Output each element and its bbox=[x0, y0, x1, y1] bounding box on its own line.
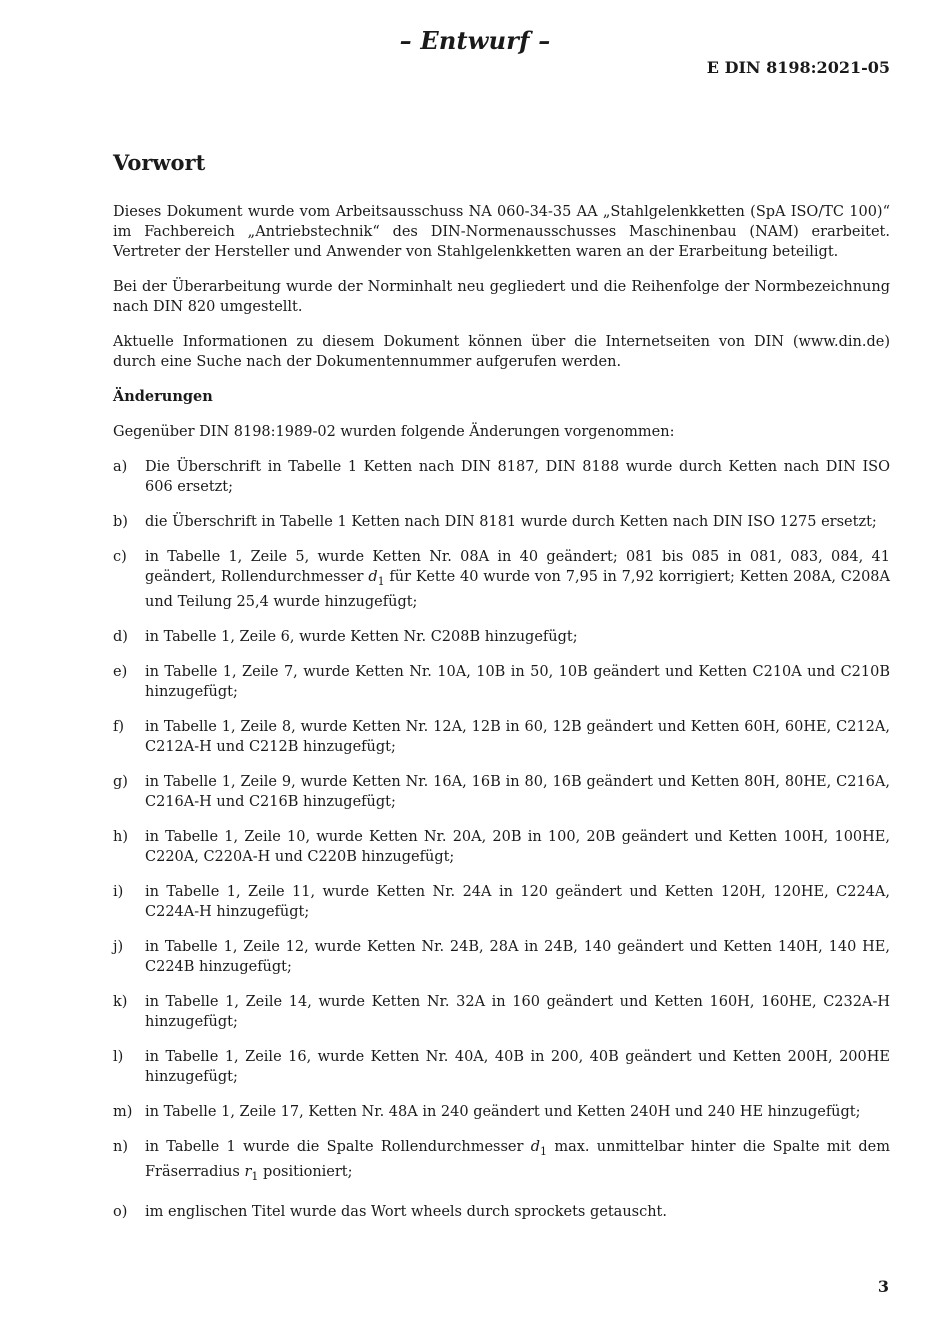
item-label: m) bbox=[113, 1103, 133, 1120]
item-label: f) bbox=[113, 718, 125, 735]
item-text-middle: max. unmittelbar hinter die Spalte mit dem Fräserradius bbox=[145, 1138, 890, 1180]
change-item bbox=[113, 992, 890, 1032]
section-title: Vorwort bbox=[113, 150, 206, 175]
change-item bbox=[113, 1137, 890, 1187]
item-text: in Tabelle 1, Zeile 11, wurde Ketten Nr. 24A in 120 geändert und Ketten 120H, 120HE, C224A, C224A-H hinzugefügt; bbox=[145, 883, 890, 920]
item-label: d) bbox=[113, 628, 128, 645]
math-symbol-d1: $d_1$ bbox=[530, 1138, 548, 1158]
item-text: in Tabelle 1, Zeile 12, wurde Ketten Nr. 24B, 28A in 24B, 140 geändert und Ketten 140H, 140 HE, C224B hinzugefügt; bbox=[145, 938, 890, 975]
item-text-before: in Tabelle 1 wurde die Spalte Rollendurchmesser bbox=[145, 1138, 531, 1155]
change-item bbox=[113, 512, 890, 532]
item-text: die Überschrift in Tabelle 1 Ketten nach DIN 8181 wurde durch Ketten nach DIN ISO 1275 ersetzt; bbox=[145, 514, 877, 530]
item-label: l) bbox=[113, 1048, 124, 1065]
item-label: k) bbox=[113, 993, 128, 1010]
paragraph: Bei der Überarbeitung wurde der Norminhalt neu gegliedert und die Reihenfolge der Normbezeichnung nach DIN 820 umgestellt. bbox=[113, 279, 890, 315]
item-label: j) bbox=[113, 938, 124, 955]
item-text: in Tabelle 1, Zeile 6, wurde Ketten Nr. C208B hinzugefügt; bbox=[145, 628, 578, 645]
item-label: a) bbox=[113, 459, 128, 475]
change-item bbox=[113, 457, 890, 497]
foreword-section bbox=[113, 150, 890, 1237]
changes-heading: Änderungen bbox=[113, 388, 213, 405]
item-text: in Tabelle 1, Zeile 16, wurde Ketten Nr. 40A, 40B in 200, 40B geändert und Ketten 200H, 200HE hinzugefügt; bbox=[145, 1048, 890, 1085]
item-text: in Tabelle 1, Zeile 10, wurde Ketten Nr. 20A, 20B in 100, 20B geändert und Ketten 100H, 100HE, C220A, C220A-H und C220B hinzugefügt; bbox=[145, 828, 890, 865]
item-label: g) bbox=[113, 773, 128, 790]
item-label: o) bbox=[113, 1203, 128, 1220]
item-text: im englischen Titel wurde das Wort wheels durch sprockets getauscht. bbox=[145, 1203, 667, 1220]
change-item bbox=[113, 937, 890, 977]
paragraph: Dieses Dokument wurde vom Arbeitsausschuss NA 060-34-35 AA „Stahlgelenkketten (SpA ISO/TC 100)“ im Fachbereich „Antriebstechnik“ des DIN-Normenausschusses Maschinenbau (NAM) erarbeitet. Vertreter der Hersteller und Anwender von Stahlgelenkketten waren an der Erarbeitung beteiligt. bbox=[113, 204, 890, 260]
item-text-after: positioniert; bbox=[258, 1163, 353, 1180]
item-text: Die Überschrift in Tabelle 1 Ketten nach DIN 8187, DIN 8188 wurde durch Ketten nach DIN ISO 606 ersetzt; bbox=[145, 459, 890, 495]
item-label: b) bbox=[113, 514, 128, 530]
math-symbol-d1: $d_1$ bbox=[368, 569, 385, 588]
item-label: c) bbox=[113, 549, 127, 565]
change-item bbox=[113, 827, 890, 867]
page-number: 3 bbox=[877, 1277, 889, 1296]
item-text-after: für Kette 40 wurde von 7,95 in 7,92 korrigiert; Ketten 208A, C208A und Teilung 25,4 wurde hinzugefügt; bbox=[145, 569, 890, 610]
item-text: in Tabelle 1, Zeile 8, wurde Ketten Nr. 12A, 12B in 60, 12B geändert und Ketten 60H, 60HE, C212A, C212A-H und C212B hinzugefügt; bbox=[145, 718, 890, 755]
change-item bbox=[113, 1102, 890, 1122]
item-label: h) bbox=[113, 828, 128, 845]
change-item bbox=[113, 1047, 890, 1087]
change-item bbox=[113, 547, 890, 612]
item-text: in Tabelle 1, Zeile 17, Ketten Nr. 48A in 240 geändert und Ketten 240H und 240 HE hinzugefügt; bbox=[145, 1103, 861, 1120]
item-label: e) bbox=[113, 663, 128, 680]
paragraph: Aktuelle Informationen zu diesem Dokument können über die Internetseiten von DIN (www.din.de) durch eine Suche nach der Dokumentennummer aufgerufen werden. bbox=[113, 334, 890, 370]
item-label: n) bbox=[113, 1138, 128, 1155]
item-label: i) bbox=[113, 883, 124, 900]
change-item bbox=[113, 1202, 890, 1222]
item-text: in Tabelle 1, Zeile 14, wurde Ketten Nr. 32A in 160 geändert und Ketten 160H, 160HE, C232A-H hinzugefügt; bbox=[145, 993, 890, 1030]
changes-intro: Gegenüber DIN 8198:1989-02 wurden folgende Änderungen vorgenommen: bbox=[113, 424, 675, 440]
document-id: E DIN 8198:2021-05 bbox=[706, 58, 890, 77]
changes-list bbox=[113, 457, 890, 1222]
item-text: in Tabelle 1, Zeile 9, wurde Ketten Nr. 16A, 16B in 80, 16B geändert und Ketten 80H, 80HE, C216A, C216A-H und C216B hinzugefügt; bbox=[145, 773, 890, 810]
item-text-before: in Tabelle 1, Zeile 5, wurde Ketten Nr. 08A in 40 geändert; 081 bis 085 in 081, 083, 084, 41 geändert, Rollendurchmesser bbox=[145, 549, 890, 585]
change-item bbox=[113, 772, 890, 812]
draft-watermark-header: – Entwurf – bbox=[399, 26, 551, 55]
item-text: in Tabelle 1, Zeile 7, wurde Ketten Nr. 10A, 10B in 50, 10B geändert und Ketten C210A und C210B hinzugefügt; bbox=[145, 663, 890, 700]
change-item bbox=[113, 717, 890, 757]
change-item bbox=[113, 627, 890, 647]
math-symbol-r1: $r_1$ bbox=[244, 1163, 259, 1183]
change-item bbox=[113, 882, 890, 922]
change-item bbox=[113, 662, 890, 702]
